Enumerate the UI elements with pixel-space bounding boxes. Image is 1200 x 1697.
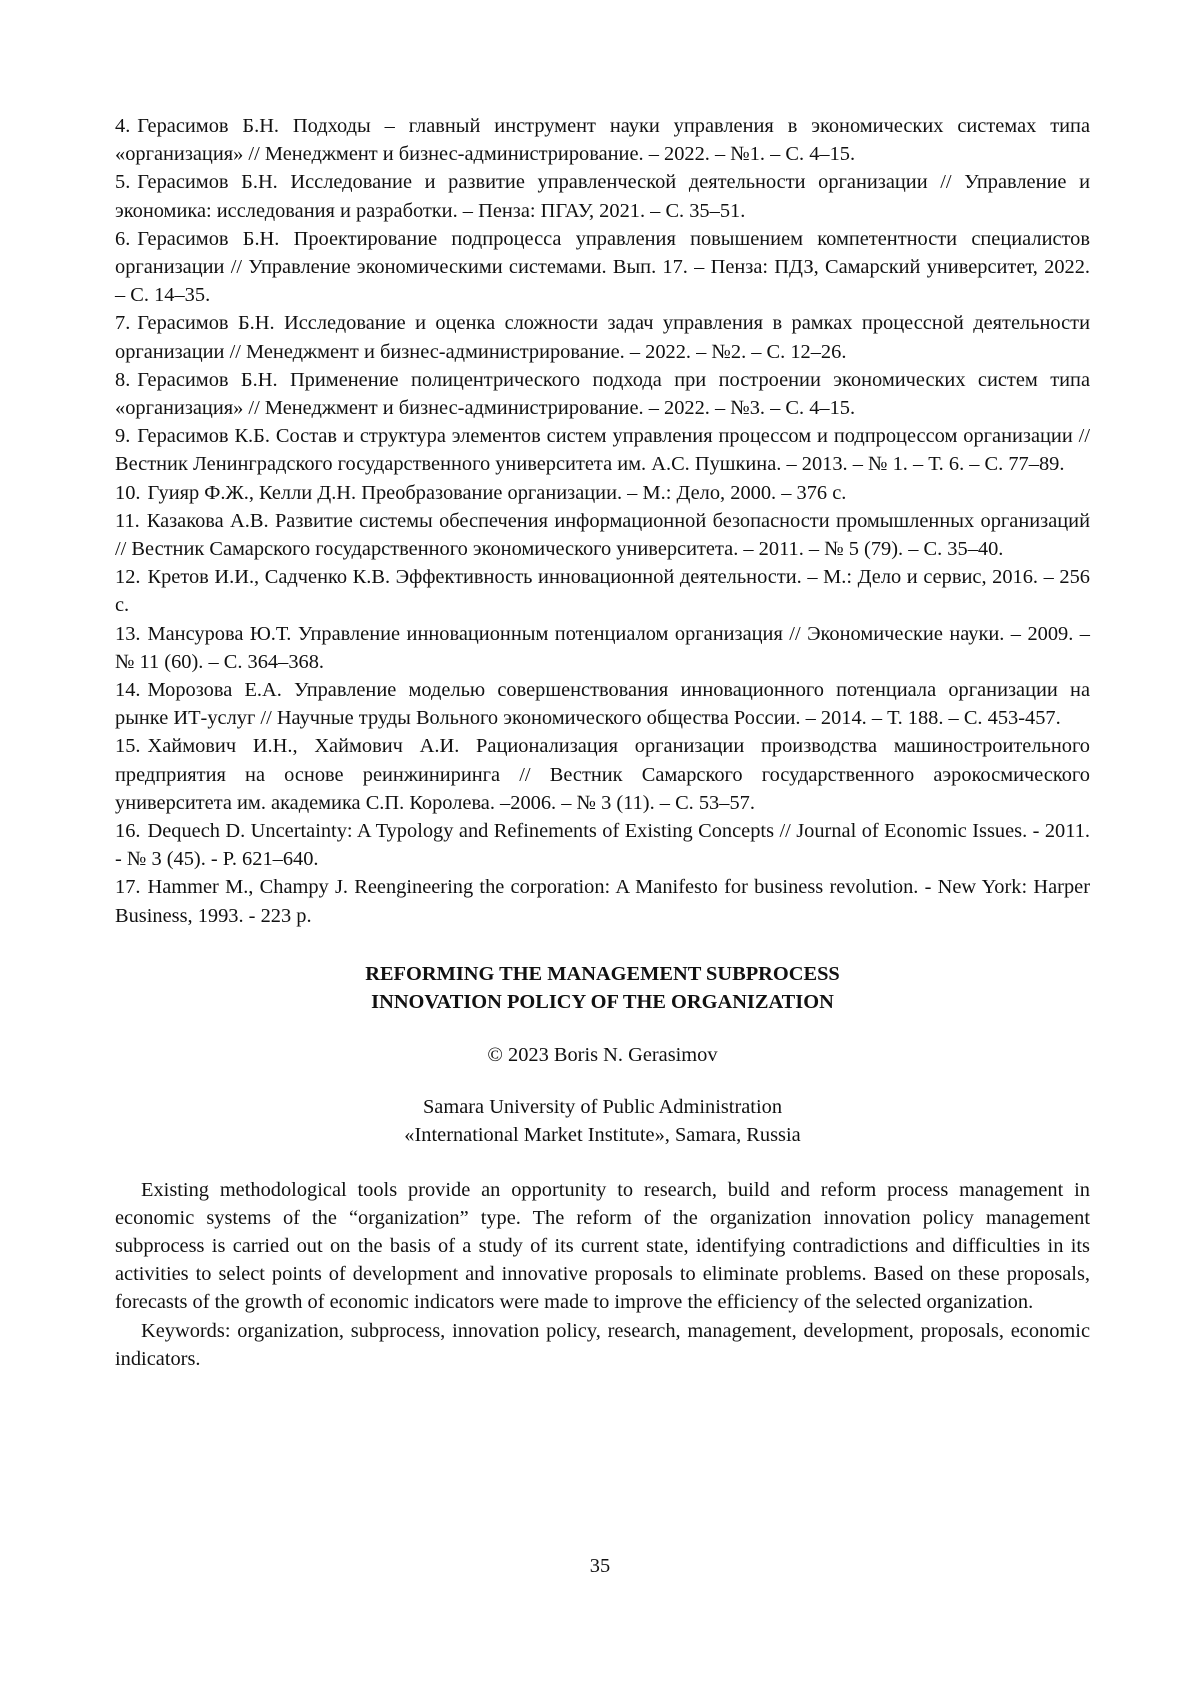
reference-number: 12.	[115, 566, 141, 589]
reference-item	[115, 873, 1090, 929]
reference-item	[115, 366, 1090, 422]
keywords-paragraph: Keywords: organization, subprocess, innovation policy, research, management, development, proposals, economic indicators.	[115, 1319, 1090, 1370]
reference-item	[115, 620, 1090, 676]
reference-item	[115, 732, 1090, 817]
reference-text: Мансурова Ю.Т. Управление инновационным потенциалом организация // Экономические науки. – 2009. – № 11 (60). – С. 364–368.	[115, 622, 1090, 673]
reference-number: 6.	[115, 227, 131, 250]
page-number: 35	[589, 1555, 611, 1577]
reference-text: Hammer M., Champy J. Reengineering the corporation: A Manifesto for business revolution. - New York: Harper Business, 1993. - 223 p.	[115, 876, 1090, 927]
reference-item	[115, 225, 1090, 310]
reference-item	[115, 817, 1090, 873]
reference-text: Хаймович И.Н., Хаймович А.И. Рационализация организации производства машиностроительного предприятия на основе реинжиниринга // Вестник Самарского государственного аэрокосмического университета им. академика С.П. Королева. –2006. – № 3 (11). – С. 53–57.	[115, 735, 1090, 814]
reference-item	[115, 309, 1090, 365]
reference-item	[115, 422, 1090, 478]
affiliation-line-2: «International Market Institute», Samara, Russia	[404, 1124, 801, 1147]
reference-number: 17.	[115, 876, 141, 899]
abstract-paragraph: Existing methodological tools provide an opportunity to research, build and reform process management in economic systems of the “organization” type. The reform of the organization innovation policy management subprocess is carried out on the basis of a study of its current state, identifying contradictions and difficulties in its activities to select points of development and innovative proposals to eliminate problems. Based on these proposals, forecasts of the growth of economic indicators were made to improve the efficiency of the selected organization.	[115, 1178, 1090, 1314]
reference-number: 8.	[115, 368, 131, 391]
reference-text: Казакова А.В. Развитие системы обеспечения информационной безопасности промышленных организаций // Вестник Самарского государственного экономического университета. – 2011. – № 5 (79). – С. 35–40.	[115, 509, 1090, 561]
abstract	[115, 1176, 1090, 1373]
reference-number: 5.	[115, 171, 131, 194]
reference-text: Dequech D. Uncertainty: A Typology and Refinements of Existing Concepts // Journal of Economic Issues. - 2011. - № 3 (45). - P. 621–640.	[115, 820, 1090, 871]
reference-number: 9.	[115, 425, 131, 448]
page-body	[115, 112, 1090, 1373]
article-title-line-2: INNOVATION POLICY OF THE ORGANIZATION	[371, 991, 834, 1014]
article-title-line-1: REFORMING THE MANAGEMENT SUBPROCESS	[365, 962, 840, 985]
affiliation-line-1: Samara University of Public Administration	[422, 1096, 783, 1119]
reference-text: Герасимов Б.Н. Применение полицентрического подхода при построении экономических систем типа «организация» // Менеджмент и бизнес-администрирование. – 2022. – №3. – С. 4–15.	[115, 368, 1090, 420]
reference-item	[115, 507, 1090, 563]
reference-number: 11.	[115, 509, 140, 532]
reference-text: Герасимов Б.Н. Исследование и оценка сложности задач управления в рамках процессной деятельности организации // Менеджмент и бизнес-администрирование. – 2022. – №2. – С. 12–26.	[115, 312, 1090, 363]
reference-text: Гуияр Ф.Ж., Келли Д.Н. Преобразование организации. – М.: Дело, 2000. – 376 с.	[147, 481, 847, 504]
reference-number: 14.	[115, 679, 141, 702]
reference-text: Герасимов Б.Н. Исследование и развитие управленческой деятельности организации // Управление и экономика: исследования и разработки. – Пенза: ПГАУ, 2021. – С. 35–51.	[115, 171, 1090, 222]
reference-number: 15.	[115, 735, 141, 758]
reference-text: Герасимов К.Б. Состав и структура элементов систем управления процессом и подпроцессом организации // Вестник Ленинградского государственного университета им. А.С. Пушкина. – 2013. – № 1. – Т. 6. – С. 77–89.	[115, 425, 1090, 476]
reference-item	[115, 563, 1090, 619]
reference-text: Морозова Е.А. Управление моделью совершенствования инновационного потенциала организации на рынке ИТ-услуг // Научные труды Вольного экономического общества России. – 2014. – Т. 188. – С. 453-457.	[115, 679, 1090, 730]
author-line: © 2023 Boris N. Gerasimov	[487, 1043, 718, 1066]
reference-item	[115, 168, 1090, 224]
reference-number: 16.	[115, 820, 141, 843]
reference-list	[115, 112, 1090, 930]
reference-number: 10.	[115, 481, 141, 504]
reference-text: Герасимов Б.Н. Подходы – главный инструмент науки управления в экономических системах типа «организация» // Менеджмент и бизнес-администрирование. – 2022. – №1. – С. 4–15.	[115, 115, 1090, 166]
article-title	[115, 960, 1090, 1017]
reference-text: Герасимов Б.Н. Проектирование подпроцесса управления повышением компетентности специалистов организации // Управление экономическими системами. Вып. 17. – Пенза: ПДЗ, Самарский университет, 2022. – С. 14–35.	[115, 227, 1090, 307]
reference-number: 7.	[115, 312, 131, 335]
reference-item	[115, 676, 1090, 732]
reference-number: 13.	[115, 622, 141, 645]
reference-text: Кретов И.И., Садченко К.В. Эффективность инновационной деятельности. – М.: Дело и сервис, 2016. – 256 с.	[115, 566, 1090, 617]
affiliation	[115, 1093, 1090, 1149]
reference-item	[115, 479, 1090, 507]
reference-number: 4.	[115, 115, 131, 137]
reference-item	[115, 112, 1090, 168]
